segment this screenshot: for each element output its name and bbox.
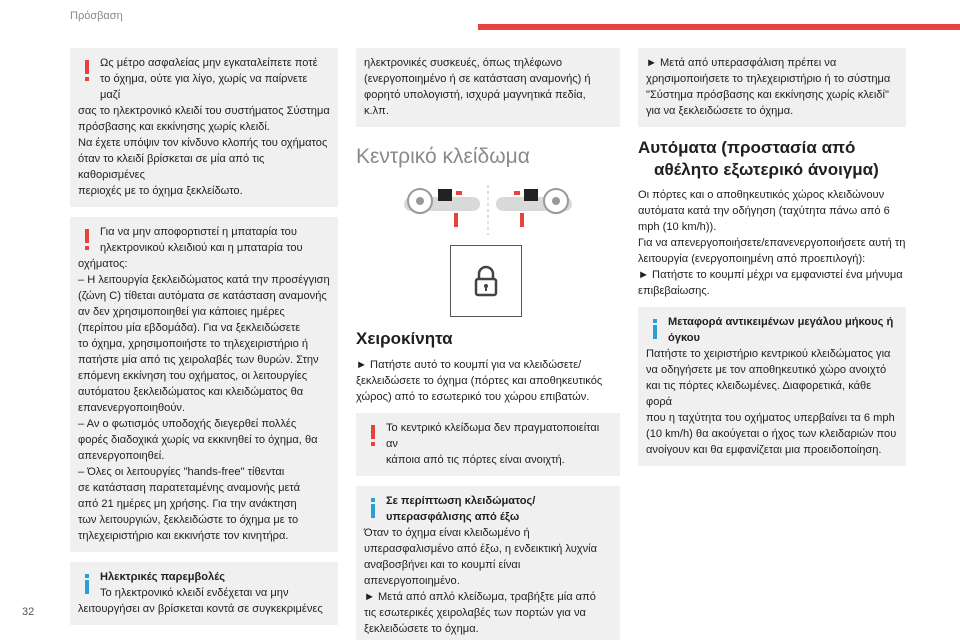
text-line: σε κατάσταση παρατεταμένης αναμονής μετά bbox=[78, 482, 301, 494]
info-box-continued bbox=[356, 48, 620, 127]
text-line: Πατήστε το χειριστήριο κεντρικού κλειδώματος για bbox=[646, 348, 891, 360]
text-line: – Όλες οι λειτουργίες "hands-free" τίθενται bbox=[78, 466, 285, 478]
text-line: ► Πατήστε αυτό το κουμπί για να κλειδώσετε/ bbox=[356, 359, 582, 371]
column-1 bbox=[70, 48, 338, 635]
info-icon bbox=[369, 498, 377, 520]
text-line: όταν το κλειδί βρίσκεται σε μία από τις καθορισμένες bbox=[78, 153, 265, 181]
text-line: ► Πατήστε το κουμπί μέχρι να εμφανιστεί ένα μήνυμα bbox=[638, 269, 903, 281]
text-line: που η ταχύτητα του οχήματος υπερβαίνει τα 6 mph bbox=[646, 412, 895, 424]
text-line: λειτουργία (ενεργοποιημένη από προεπιλογή): bbox=[638, 253, 866, 265]
text-line: φορητό υπολογιστή, ισχυρά μαγνητικά πεδία, κ.λπ. bbox=[364, 89, 586, 117]
text-line: επιβεβαίωσης. bbox=[638, 285, 710, 297]
text-line: Ως μέτρο ασφαλείας μην εγκαταλείπετε ποτέ bbox=[100, 57, 318, 69]
info-icon bbox=[651, 319, 659, 341]
warning-icon bbox=[369, 425, 377, 447]
header-accent-bar bbox=[478, 24, 960, 30]
text-line: Για να μην αποφορτιστεί η μπαταρία του bbox=[100, 226, 297, 238]
warning-icon bbox=[83, 60, 91, 82]
text-line: για να ξεκλειδώσετε το όχημα. bbox=[646, 105, 794, 117]
text-line: Οι πόρτες και ο αποθηκευτικός χώρος κλειδώνουν bbox=[638, 189, 885, 201]
text-line: πρόσβασης και εκκίνησης χωρίς κλειδί. bbox=[78, 121, 270, 133]
text-line: σας το ηλεκτρονικό κλειδί του συστήματος Σύστημα bbox=[78, 105, 330, 117]
warning-box-door-open bbox=[356, 413, 620, 476]
text-line: επόμενη εκκίνηση του οχήματος, οι λειτουργίες bbox=[78, 370, 308, 382]
text-line: περιοχές με το όχημα ξεκλείδωτο. bbox=[78, 185, 243, 197]
text-line: χρησιμοποιήσετε το τηλεχειριστήριο ή το σύστημα bbox=[646, 73, 891, 85]
info-box-long-objects bbox=[638, 307, 906, 466]
column-2 bbox=[356, 48, 620, 640]
text-line: mph (10 km/h)). bbox=[638, 221, 717, 233]
text-line: φορές διαδοχικά χωρίς να εκκινηθεί το όχημα, θα bbox=[78, 434, 318, 446]
text-line: αναβοσβήνει και το κουμπί είναι απενεργοποιημένο. bbox=[364, 559, 521, 587]
column-3 bbox=[638, 48, 906, 476]
text-line: λειτουργήσει αν βρίσκεται κοντά σε συγκεκριμένες bbox=[78, 603, 323, 615]
info-title: Σε περίπτωση κλειδώματος/ bbox=[386, 495, 536, 507]
section-heading-central-locking: Κεντρικό κλείδωμα bbox=[356, 145, 530, 168]
text-line: ► Μετά από υπερασφάλιση πρέπει να bbox=[646, 57, 837, 69]
heading-line: αθέλητο εξωτερικό άνοιγμα) bbox=[654, 160, 879, 179]
text-line: αυτόματου ξεκλειδώματος και κλειδώματος θα bbox=[78, 386, 304, 398]
header-title: Πρόσβαση bbox=[70, 10, 123, 22]
steering-wheel-icon bbox=[356, 181, 620, 237]
text-line: να οδηγήσετε με τον αποθηκευτικό χώρο ανοιχτό bbox=[646, 364, 887, 376]
text-line: ► Μετά από απλό κλείδωμα, τραβήξτε μία από bbox=[364, 591, 596, 603]
manual-instructions bbox=[356, 357, 620, 405]
warning-icon bbox=[83, 229, 91, 251]
info-title: Μεταφορά αντικειμένων μεγάλου μήκους ή bbox=[668, 316, 894, 328]
text-line: (ενεργοποιημένο ή σε κατάσταση αναμονής) ή bbox=[364, 73, 591, 85]
text-line: απενεργοποιηθεί. bbox=[78, 450, 165, 462]
text-line: (περίπου μία εβδομάδα). Για να ξεκλειδώσετε bbox=[78, 322, 301, 334]
text-line: από 21 ημέρες μη χρήσης. Για την ανάκτηση bbox=[78, 498, 297, 510]
automatic-instructions bbox=[638, 187, 906, 299]
text-line: ξεκλειδώσετε το όχημα. bbox=[364, 623, 479, 635]
text-line: – Η λειτουργία ξεκλειδώματος κατά την προσέγγιση bbox=[78, 274, 330, 286]
text-line: τις εσωτερικές χειρολαβές των πορτών για να bbox=[364, 607, 586, 619]
text-line: Όταν το όχημα είναι κλειδωμένο ή bbox=[364, 527, 530, 539]
info-title: όγκου bbox=[668, 332, 700, 344]
info-title: υπερασφάλισης από έξω bbox=[386, 511, 520, 523]
text-line: το όχημα, χρησιμοποιήστε το τηλεχειριστήριο ή bbox=[78, 338, 309, 350]
text-line: ανοίγουν και θα εμφανίζεται μια προειδοποίηση. bbox=[646, 444, 882, 456]
heading-line: Αυτόματα (προστασία από bbox=[638, 138, 856, 157]
warning-text-first bbox=[78, 55, 330, 71]
text-line: αυτόματα κατά την οδήγηση (ταχύτητα πάνω από 6 bbox=[638, 205, 890, 217]
info-box-interference bbox=[70, 562, 338, 625]
text-line: οχήματος: bbox=[78, 258, 128, 270]
text-line: κάποια από τις πόρτες είναι ανοιχτή. bbox=[386, 454, 565, 466]
text-line: υπερασφαλισμένο από έξω, η ενδεικτική λυχνία bbox=[364, 543, 598, 555]
info-icon bbox=[83, 574, 91, 596]
text-line: χώρος) από το εσωτερικό του χώρου επιβατών. bbox=[356, 391, 590, 403]
text-line: επανενεργοποιηθούν. bbox=[78, 402, 186, 414]
text-line: των λειτουργιών, ξεκλειδώστε το όχημα με το bbox=[78, 514, 299, 526]
text-line: Για να απενεργοποιήσετε/επανενεργοποιήσετε αυτή τη bbox=[638, 237, 906, 249]
section-heading-manual: Χειροκίνητα bbox=[356, 329, 453, 348]
text-line: πατήστε μία από τις χειρολαβές των θυρών. Στην bbox=[78, 354, 319, 366]
text-line: Το ηλεκτρονικό κλειδί ενδέχεται να μην bbox=[100, 587, 289, 599]
page-number: 32 bbox=[22, 606, 35, 618]
text-line: (10 km/h) θα ακούγεται ο ήχος των κλειδαριών που bbox=[646, 428, 897, 440]
dashboard-diagram bbox=[356, 181, 620, 237]
text-line: τηλεχειριστήριο και εκκινήστε τον κινητήρα. bbox=[78, 530, 289, 542]
section-heading-automatic bbox=[638, 137, 906, 181]
info-box-external-locking bbox=[356, 486, 620, 640]
text-line: "Σύστημα πρόσβασης και εκκίνησης χωρίς κλειδί" bbox=[646, 89, 889, 101]
info-box-continued-deadlock bbox=[638, 48, 906, 127]
text-line: ξεκλειδώσετε το όχημα (πόρτες και αποθηκευτικός bbox=[356, 375, 603, 387]
info-title: Ηλεκτρικές παρεμβολές bbox=[100, 571, 225, 583]
text-line: ηλεκτρονικές συσκευές, όπως τηλέφωνο bbox=[364, 57, 562, 69]
padlock-icon bbox=[473, 265, 499, 297]
warning-box-battery bbox=[70, 217, 338, 552]
text-line: το όχημα, ούτε για λίγο, χωρίς να παίρνετε μαζί bbox=[100, 73, 308, 101]
text-line: – Αν ο φωτισμός υποδοχής διεγερθεί πολλές bbox=[78, 418, 297, 430]
warning-box-security bbox=[70, 48, 338, 207]
text-line: ηλεκτρονικού κλειδιού και η μπαταρία του bbox=[100, 242, 303, 254]
central-locking-button[interactable] bbox=[450, 245, 522, 317]
text-line: και τις πόρτες κλειδωμένες. Διαφορετικά, κάθε φορά bbox=[646, 380, 872, 408]
text-line: αν δεν χρησιμοποιηθεί για κάποιες ημέρες bbox=[78, 306, 285, 318]
text-line: (ζώνη C) τίθεται αυτόματα σε κατάσταση αναμονής bbox=[78, 290, 327, 302]
text-line: Το κεντρικό κλείδωμα δεν πραγματοποιείται αν bbox=[386, 422, 600, 450]
text-line: Να έχετε υπόψιν τον κίνδυνο κλοπής του οχήματος bbox=[78, 137, 328, 149]
